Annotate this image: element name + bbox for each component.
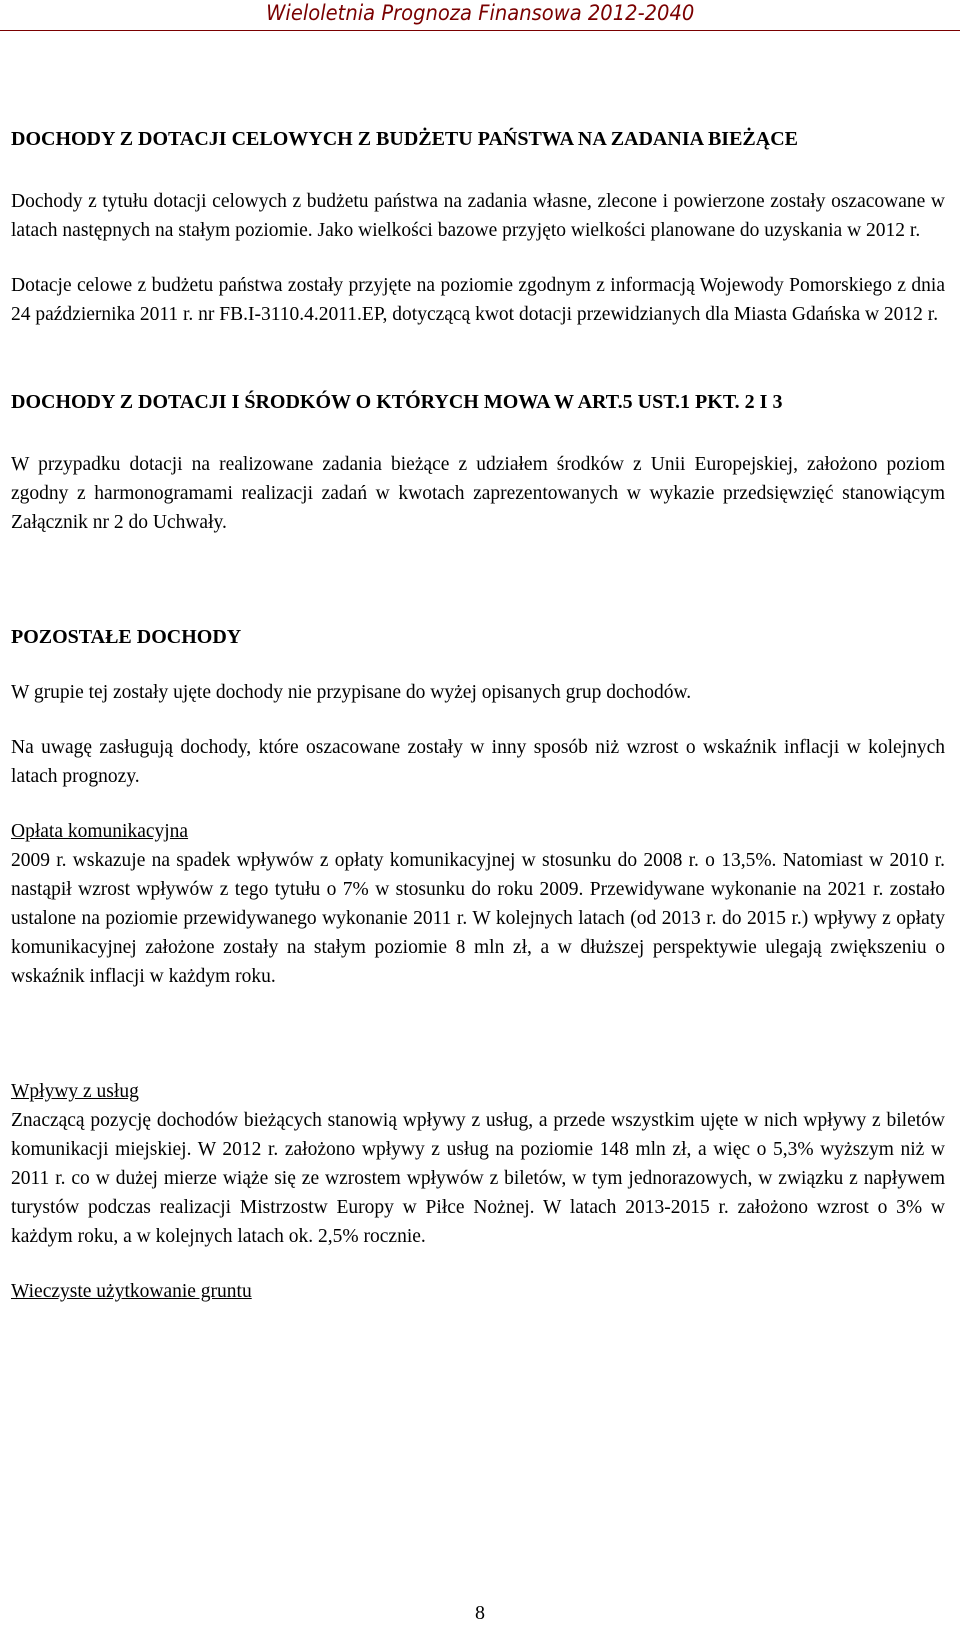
document-body — [11, 125, 945, 1306]
paragraph: W grupie tej zostały ujęte dochody nie przypisane do wyżej opisanych grup dochodów. — [11, 682, 692, 703]
page-number: 8 — [475, 1602, 485, 1624]
spacer — [11, 991, 945, 1077]
spacer — [11, 245, 945, 271]
spacer — [11, 791, 945, 817]
paragraph: Na uwagę zasługują dochody, które oszacowane zostały w inny sposób niż wzrost o wskaźnik inflacji w kolejnych latach prognozy. — [11, 737, 945, 787]
document-title: Wieloletnia Prognoza Finansowa 2012-2040 — [265, 1, 695, 25]
spacer — [11, 1251, 945, 1277]
section-heading-pozostale: POZOSTAŁE DOCHODY — [11, 626, 242, 648]
subheading-wplywy-z-uslug: Wpływy z usług — [11, 1081, 139, 1102]
paragraph: Znaczącą pozycję dochodów bieżących stanowią wpływy z usług, a przede wszystkim ujęte w nich wpływy z biletów komunikacji miejskiej. W 2012 r. założono wpływy z usług na poziomie 148 mln zł, a więc o 5,3% wyższym niż w 2011 r. co w dużej mierze wiąże się ze wzrostem wpływów z biletów, w tym jednorazowych, w związku z napływem turystów podczas realizacji Mistrzostw Europy w Piłce Nożnej. W latach 2013-2015 r. założono wzrost o 3% w każdym roku, a w kolejnych latach ok. 2,5% rocznie. — [11, 1110, 945, 1247]
section-heading-dotacje-ue: DOCHODY Z DOTACJI I ŚRODKÓW O KTÓRYCH MOWA W ART.5 UST.1 PKT. 2 I 3 — [11, 391, 783, 413]
spacer — [11, 154, 945, 187]
spacer — [11, 417, 945, 450]
spacer — [11, 707, 945, 733]
spacer — [11, 329, 945, 362]
paragraph: Dochody z tytułu dotacji celowych z budżetu państwa na zadania własne, zlecone i powierzone zostały oszacowane w latach następnych na stałym poziomie. Jako wielkości bazowe przyjęto wielkości planowane do uzyskania w 2012 r. — [11, 191, 945, 241]
paragraph: W przypadku dotacji na realizowane zadania bieżące z udziałem środków z Unii Europejskiej, założono poziom zgodny z harmonogramami realizacji zadań w kwotach zaprezentowanych w wykazie przedsięwzięć stanowiącym Załącznik nr 2 do Uchwały. — [11, 454, 945, 533]
subheading-oplata-komunikacyjna: Opłata komunikacyjna — [11, 821, 189, 842]
page-header — [0, 0, 960, 31]
spacer — [11, 652, 945, 678]
paragraph: Dotacje celowe z budżetu państwa zostały przyjęte na poziomie zgodnym z informacją Wojewody Pomorskiego z dnia 24 października 2011 r. nr FB.I-3110.4.2011.EP, dotyczącą kwot dotacji przewidzianych dla Miasta Gdańska w 2012 r. — [11, 275, 945, 325]
spacer — [11, 537, 945, 623]
subheading-wieczyste-uzytkowanie: Wieczyste użytkowanie gruntu — [11, 1281, 252, 1302]
paragraph: 2009 r. wskazuje na spadek wpływów z opłaty komunikacyjnej w stosunku do 2008 r. o 13,5%. Natomiast w 2010 r. nastąpił wzrost wpływów z tego tytułu o 7% w stosunku do roku 2009. Przewidywane wykonanie na 2021 r. zostało ustalone na poziomie przewidywanego wykonanie 2011 r. W kolejnych latach (od 2013 r. do 2015 r.) wpływy z opłaty komunikacyjnej założone zostały na stałym poziomie 8 mln zł, a w dłuższej perspektywie ulegają zwiększeniu o wskaźnik inflacji w każdym roku. — [11, 850, 945, 987]
section-heading-dotacje-celowe: DOCHODY Z DOTACJI CELOWYCH Z BUDŻETU PAŃSTWA NA ZADANIA BIEŻĄCE — [11, 128, 798, 150]
spacer — [11, 362, 945, 388]
